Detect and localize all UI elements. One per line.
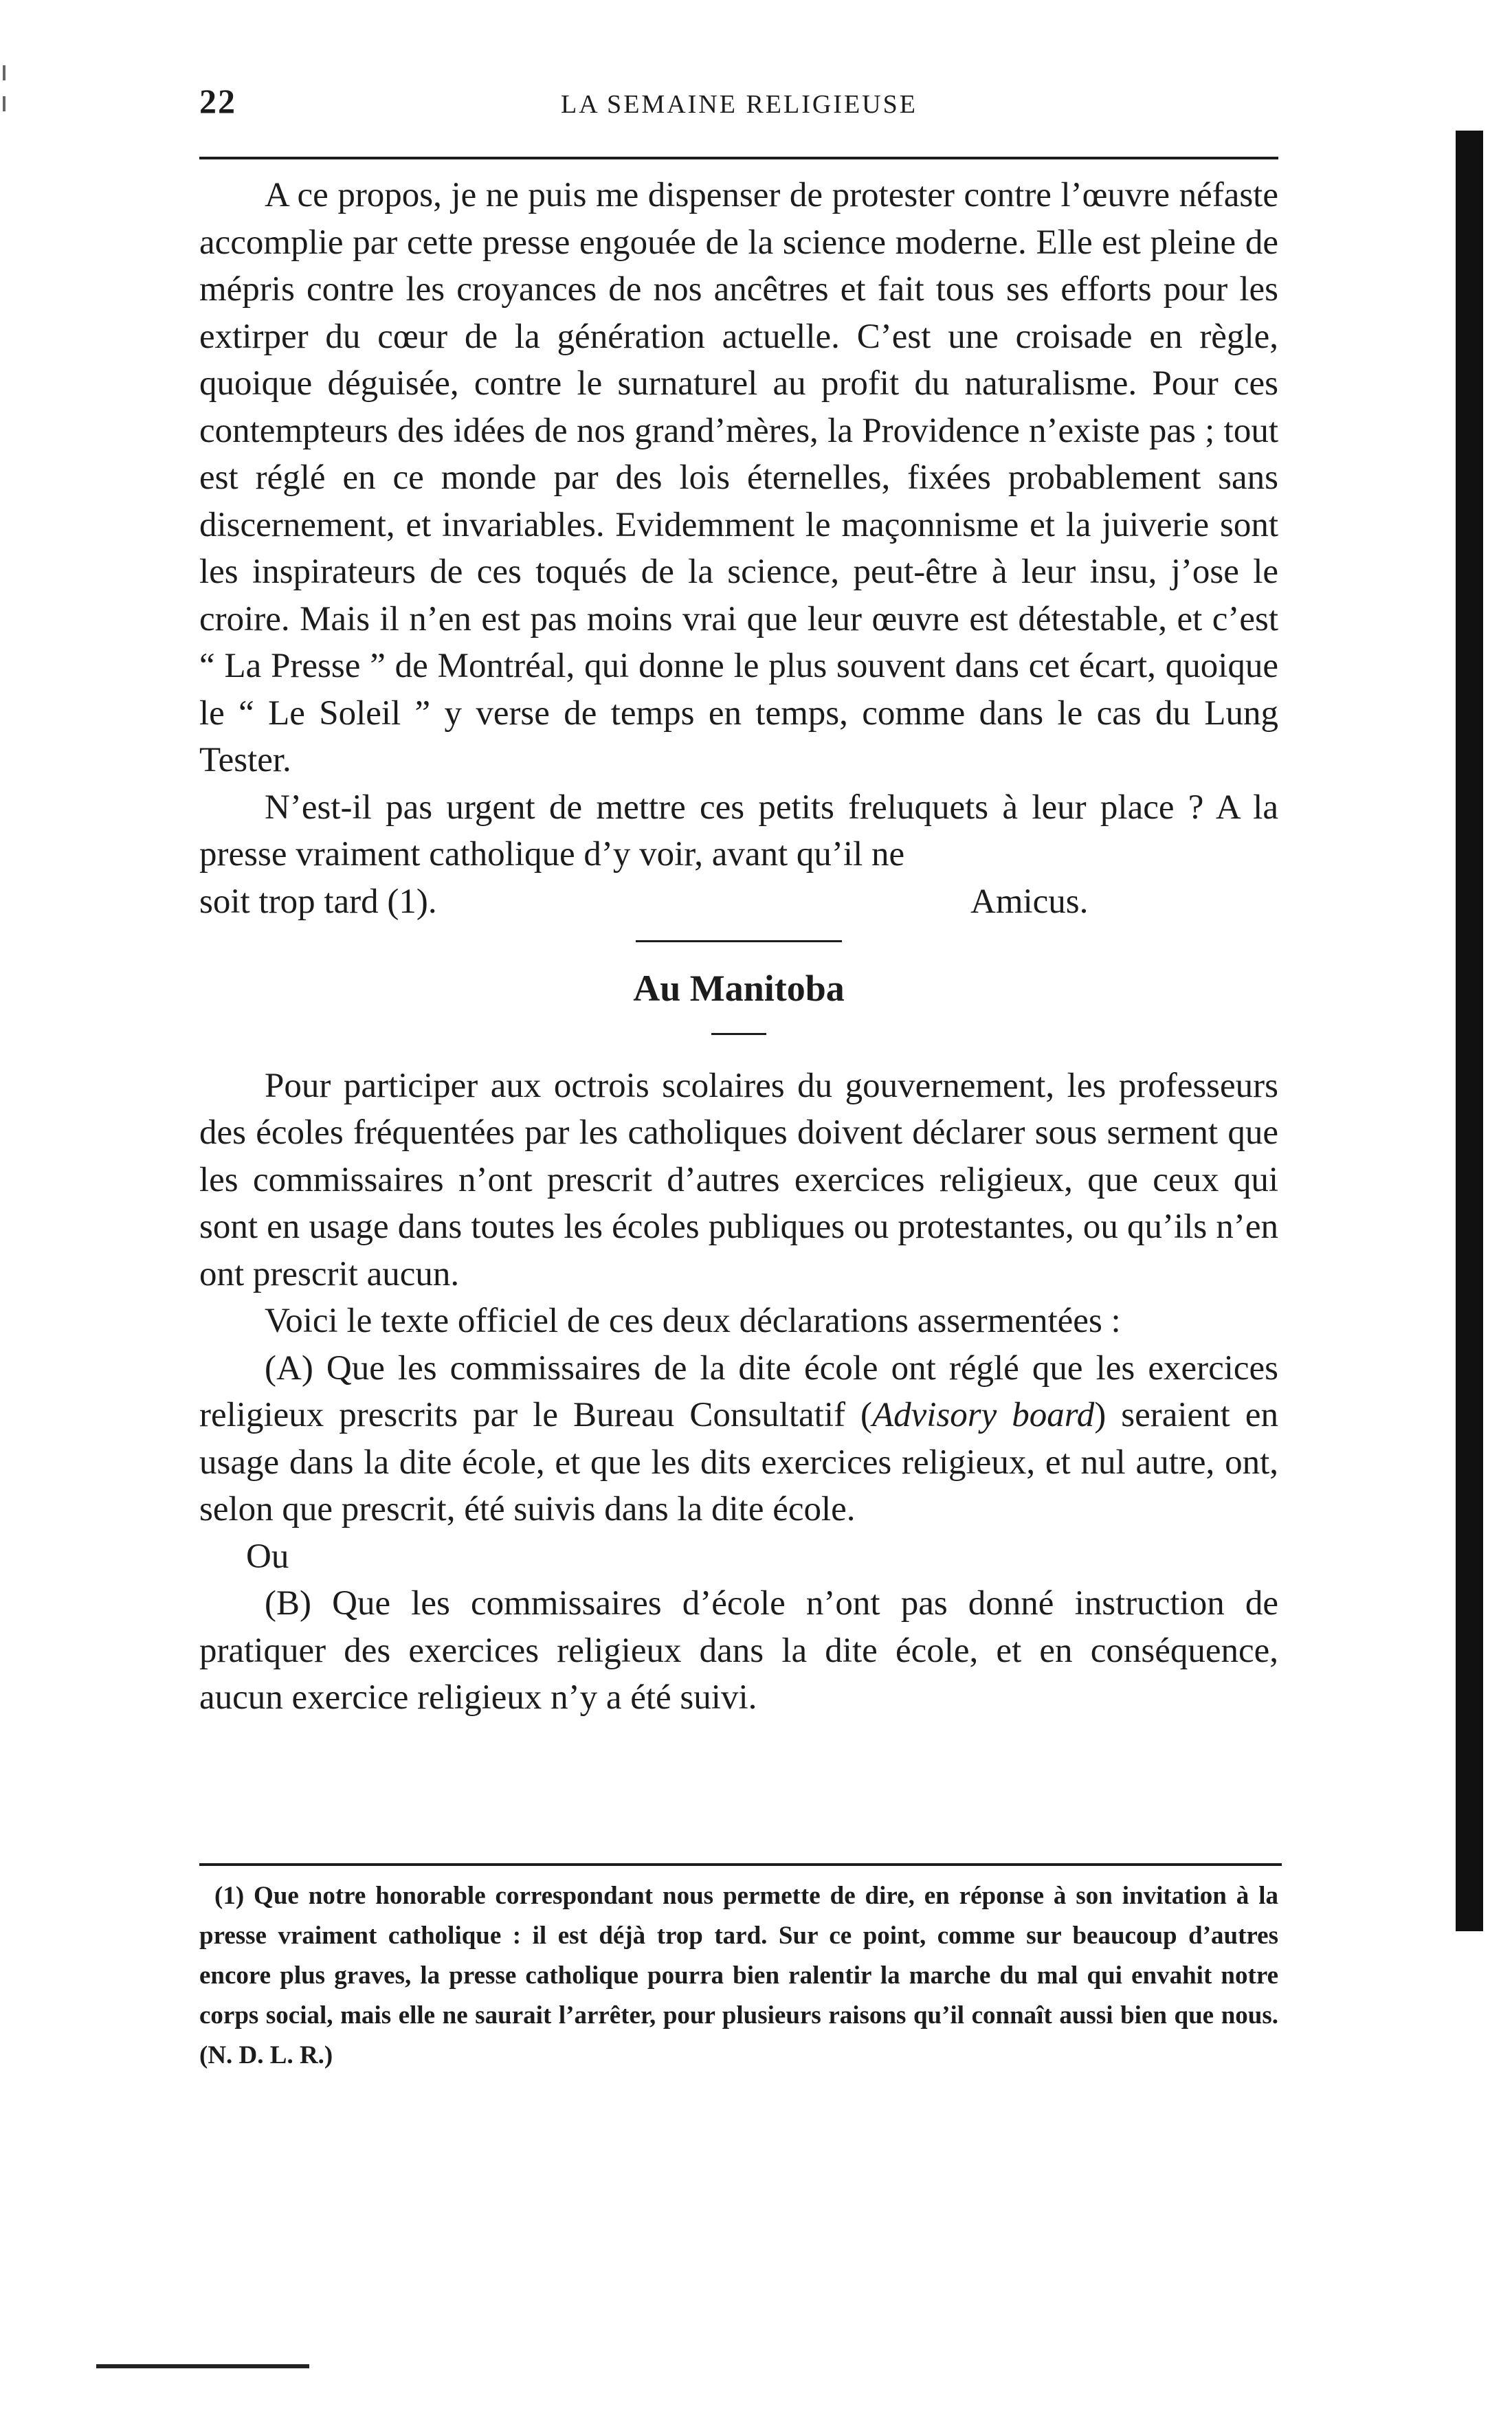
scan-edge-bar	[1456, 131, 1483, 1931]
paragraph: Pour participer aux octrois scolaires du gouvernement, les professeurs des écoles fréquentées par les catholiques doivent déclarer sous serment que les commissaires n’ont prescrit d’autres exercices religieux, que ceux qui sont en usage dans toutes les écoles publiques ou protestantes, ou qu’ils n’en ont prescrit aucun.	[199, 1066, 1278, 1293]
footnote-rule	[199, 1863, 1282, 1866]
section-title: Au Manitoba	[633, 967, 845, 1009]
running-title: LA SEMAINE RELIGIEUSE	[561, 90, 918, 119]
scan-mark	[3, 65, 5, 80]
article-body	[199, 172, 1278, 1722]
signature-line	[199, 878, 1278, 925]
declaration-b: (B) Que les commissaires d’école n’ont pas donné instruction de pratiquer des exercices religieux dans la dite école, et en conséquence, aucun exercice religieux n’y a été suivi.	[199, 1584, 1278, 1717]
section-divider	[636, 940, 842, 942]
page-header	[199, 81, 1271, 136]
page-number: 22	[199, 82, 236, 120]
or-line: Ou	[246, 1537, 289, 1576]
scan-mark	[3, 96, 5, 111]
closing-text: soit trop tard (1).	[199, 882, 437, 921]
declaration-a-text-2: ) seraient en usage dans la dite école, et que les dits exercices religieux, et nul autre, ont, selon que prescrit, été suivis dans la dite école.	[199, 1396, 1278, 1528]
footnote-text: (1) Que notre honorable correspondant nous permette de dire, en réponse à son invitation à la presse vraiment catholique : il est déjà trop tard. Sur ce point, comme sur beaucoup d’autres encore plus graves, la presse catholique pourra bien ralentir la marche du mal qui envahit notre corps social, mais elle ne saurait l’arrêter, pour plusieurs raisons qu’il connaît aussi bien que nous. (N. D. L. R.)	[199, 1882, 1278, 2069]
header-rule	[199, 157, 1278, 159]
declaration-a	[199, 1345, 1278, 1533]
paragraph: Voici le texte officiel de ces deux déclarations assermentées :	[265, 1302, 1121, 1340]
scan-smudge	[96, 2364, 309, 2368]
title-dash	[711, 1033, 766, 1035]
footnote	[199, 1876, 1278, 2076]
paragraph: N’est-il pas urgent de mettre ces petits freluquets à leur place ? A la presse vraiment catholique d’y voir, avant qu’il ne	[199, 788, 1278, 874]
paragraph: A ce propos, je ne puis me dispenser de protester contre l’œuvre néfaste accomplie par cette presse engouée de la science moderne. Elle est pleine de mépris contre les croyances de nos ancêtres et fait tous ses efforts pour les extirper du cœur de la génération actuelle. C’est une croisade en règle, quoique déguisée, contre le surnaturel au profit du naturalisme. Pour ces contempteurs des idées de nos grand’mères, la Providence n’existe pas ; tout est réglé en ce monde par des lois éternelles, fixées probablement sans discernement, et invariables. Evidemment le maçonnisme et la juiverie sont les inspirateurs de ces toqués de la science, peut-être à leur insu, j’ose le croire. Mais il n’en est pas moins vrai que leur œuvre est détestable, et c’est “ La Presse ” de Montréal, qui donne le plus souvent dans cet écart, quoique le “ Le Soleil ” y verse de temps en temps, comme dans le cas du Lung Tester.	[199, 176, 1278, 779]
declaration-a-text-1: (A) Que les commissaires de la dite école ont réglé que les exercices religieux prescrits par le Bureau Consultatif (	[199, 1348, 1278, 1434]
declaration-a-italic: Advisory board	[871, 1396, 1095, 1434]
author-signature: Amicus.	[970, 882, 1089, 921]
